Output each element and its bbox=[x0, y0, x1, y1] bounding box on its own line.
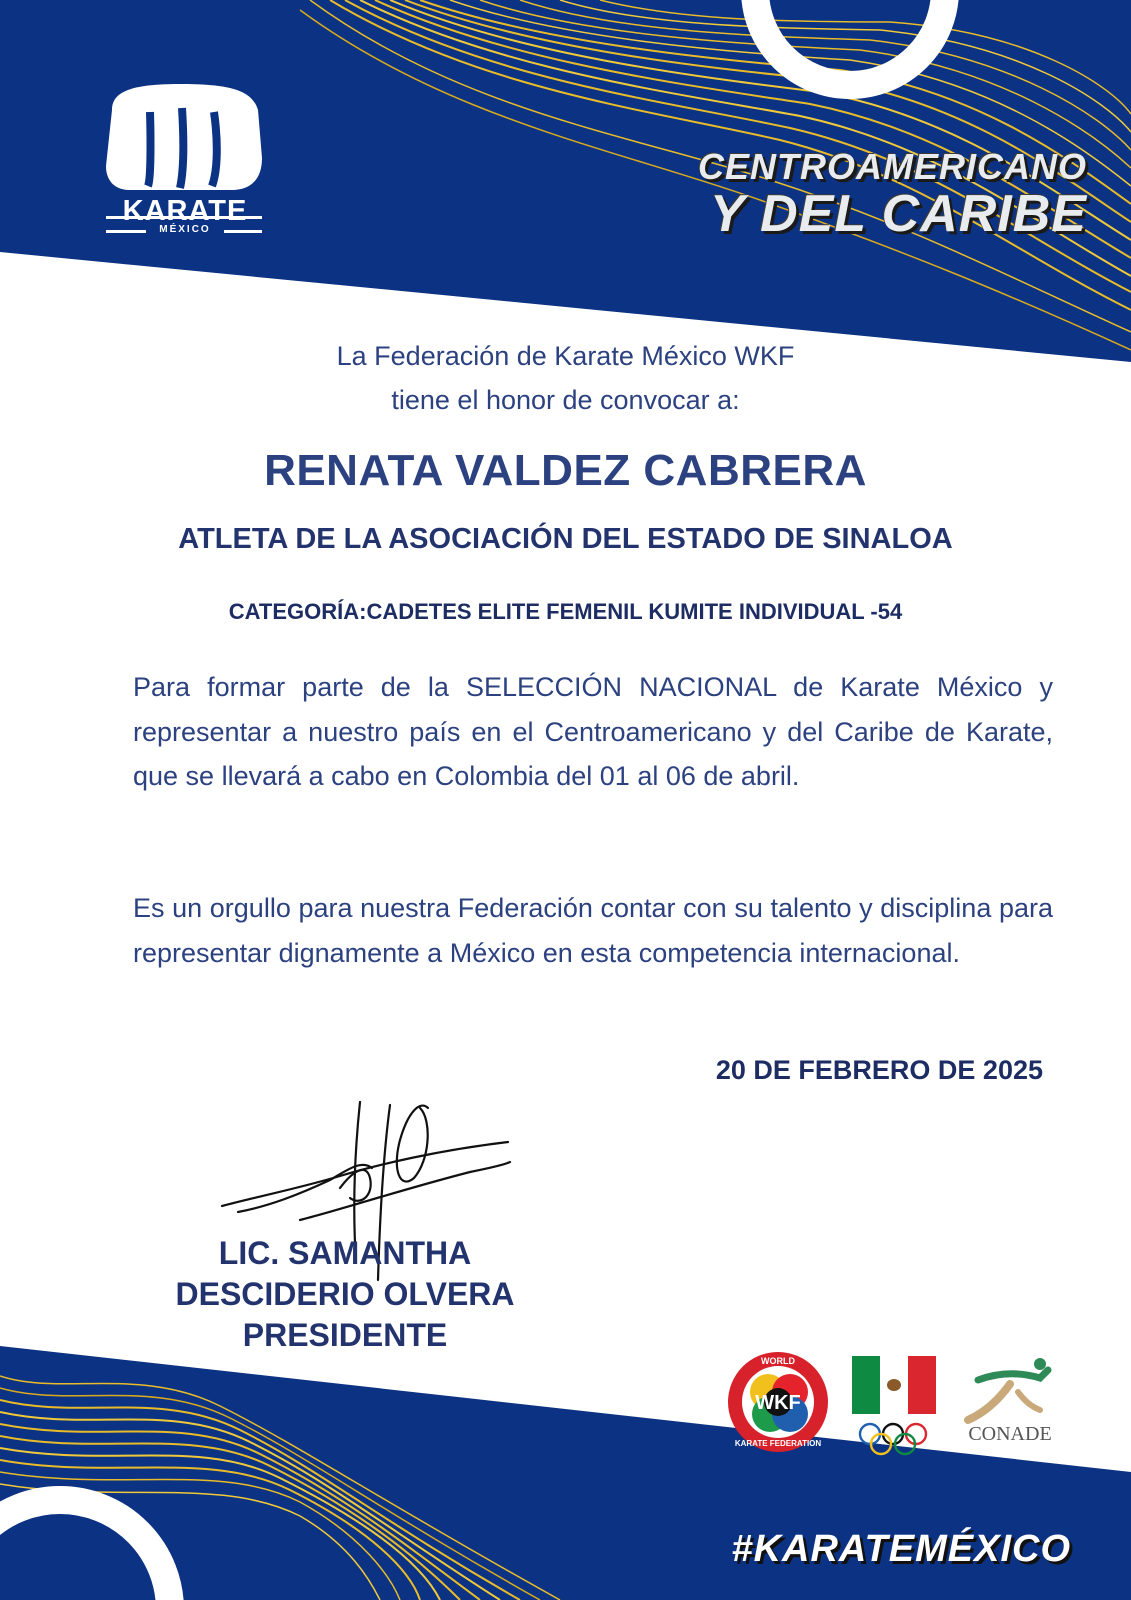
conade-logo bbox=[968, 1358, 1052, 1445]
intro-line-2: tiene el honor de convocar a: bbox=[391, 385, 740, 415]
wkf-center-text: WKF bbox=[755, 1392, 801, 1414]
paragraph-convocatoria: Para formar parte de la SELECCIÓN NACIONAL de Karate México y representar a nuestro país en el Centroamericano y del Caribe de Karate, que se llevará a cabo en Colombia del 01 al 06 de abril. bbox=[133, 672, 1053, 791]
signatory-name-line2: DESCIDERIO OLVERA bbox=[175, 1276, 515, 1312]
association-line: ATLETA DE LA ASOCIACIÓN DEL ESTADO DE SINALOA bbox=[178, 523, 953, 555]
logo-brand-text: KARATE bbox=[122, 195, 248, 227]
conade-text: CONADE bbox=[968, 1423, 1052, 1445]
signatory-title: PRESIDENTE bbox=[242, 1317, 448, 1353]
event-title-line1: CENTROAMERICANO bbox=[698, 146, 1087, 187]
olympic-rings-icon bbox=[860, 1424, 926, 1454]
wkf-bottom-text: KARATE FEDERATION bbox=[734, 1439, 822, 1448]
logo-sub-text: MÉXICO bbox=[159, 224, 211, 235]
athlete-name: RENATA VALDEZ CABRERA bbox=[264, 446, 867, 495]
paragraph-orgullo: Es un orgullo para nuestra Federación contar con su talento y disciplina para representar dignamente a México en esta competencia internacional. bbox=[133, 893, 1053, 968]
wkf-top-text: WORLD bbox=[761, 1356, 795, 1366]
wkf-logo bbox=[728, 1352, 828, 1452]
event-title-line2: Y DEL CARIBE bbox=[709, 185, 1087, 243]
hashtag-footer: #KARATEMÉXICO bbox=[731, 1528, 1071, 1570]
mexico-flag-icon bbox=[852, 1356, 936, 1414]
document-date: 20 DE FEBRERO DE 2025 bbox=[715, 1055, 1043, 1085]
category-line: CATEGORÍA:CADETES ELITE FEMENIL KUMITE INDIVIDUAL -54 bbox=[228, 599, 903, 624]
signatory-name-line1: LIC. SAMANTHA bbox=[218, 1235, 472, 1271]
intro-line-1: La Federación de Karate México WKF bbox=[336, 341, 795, 371]
